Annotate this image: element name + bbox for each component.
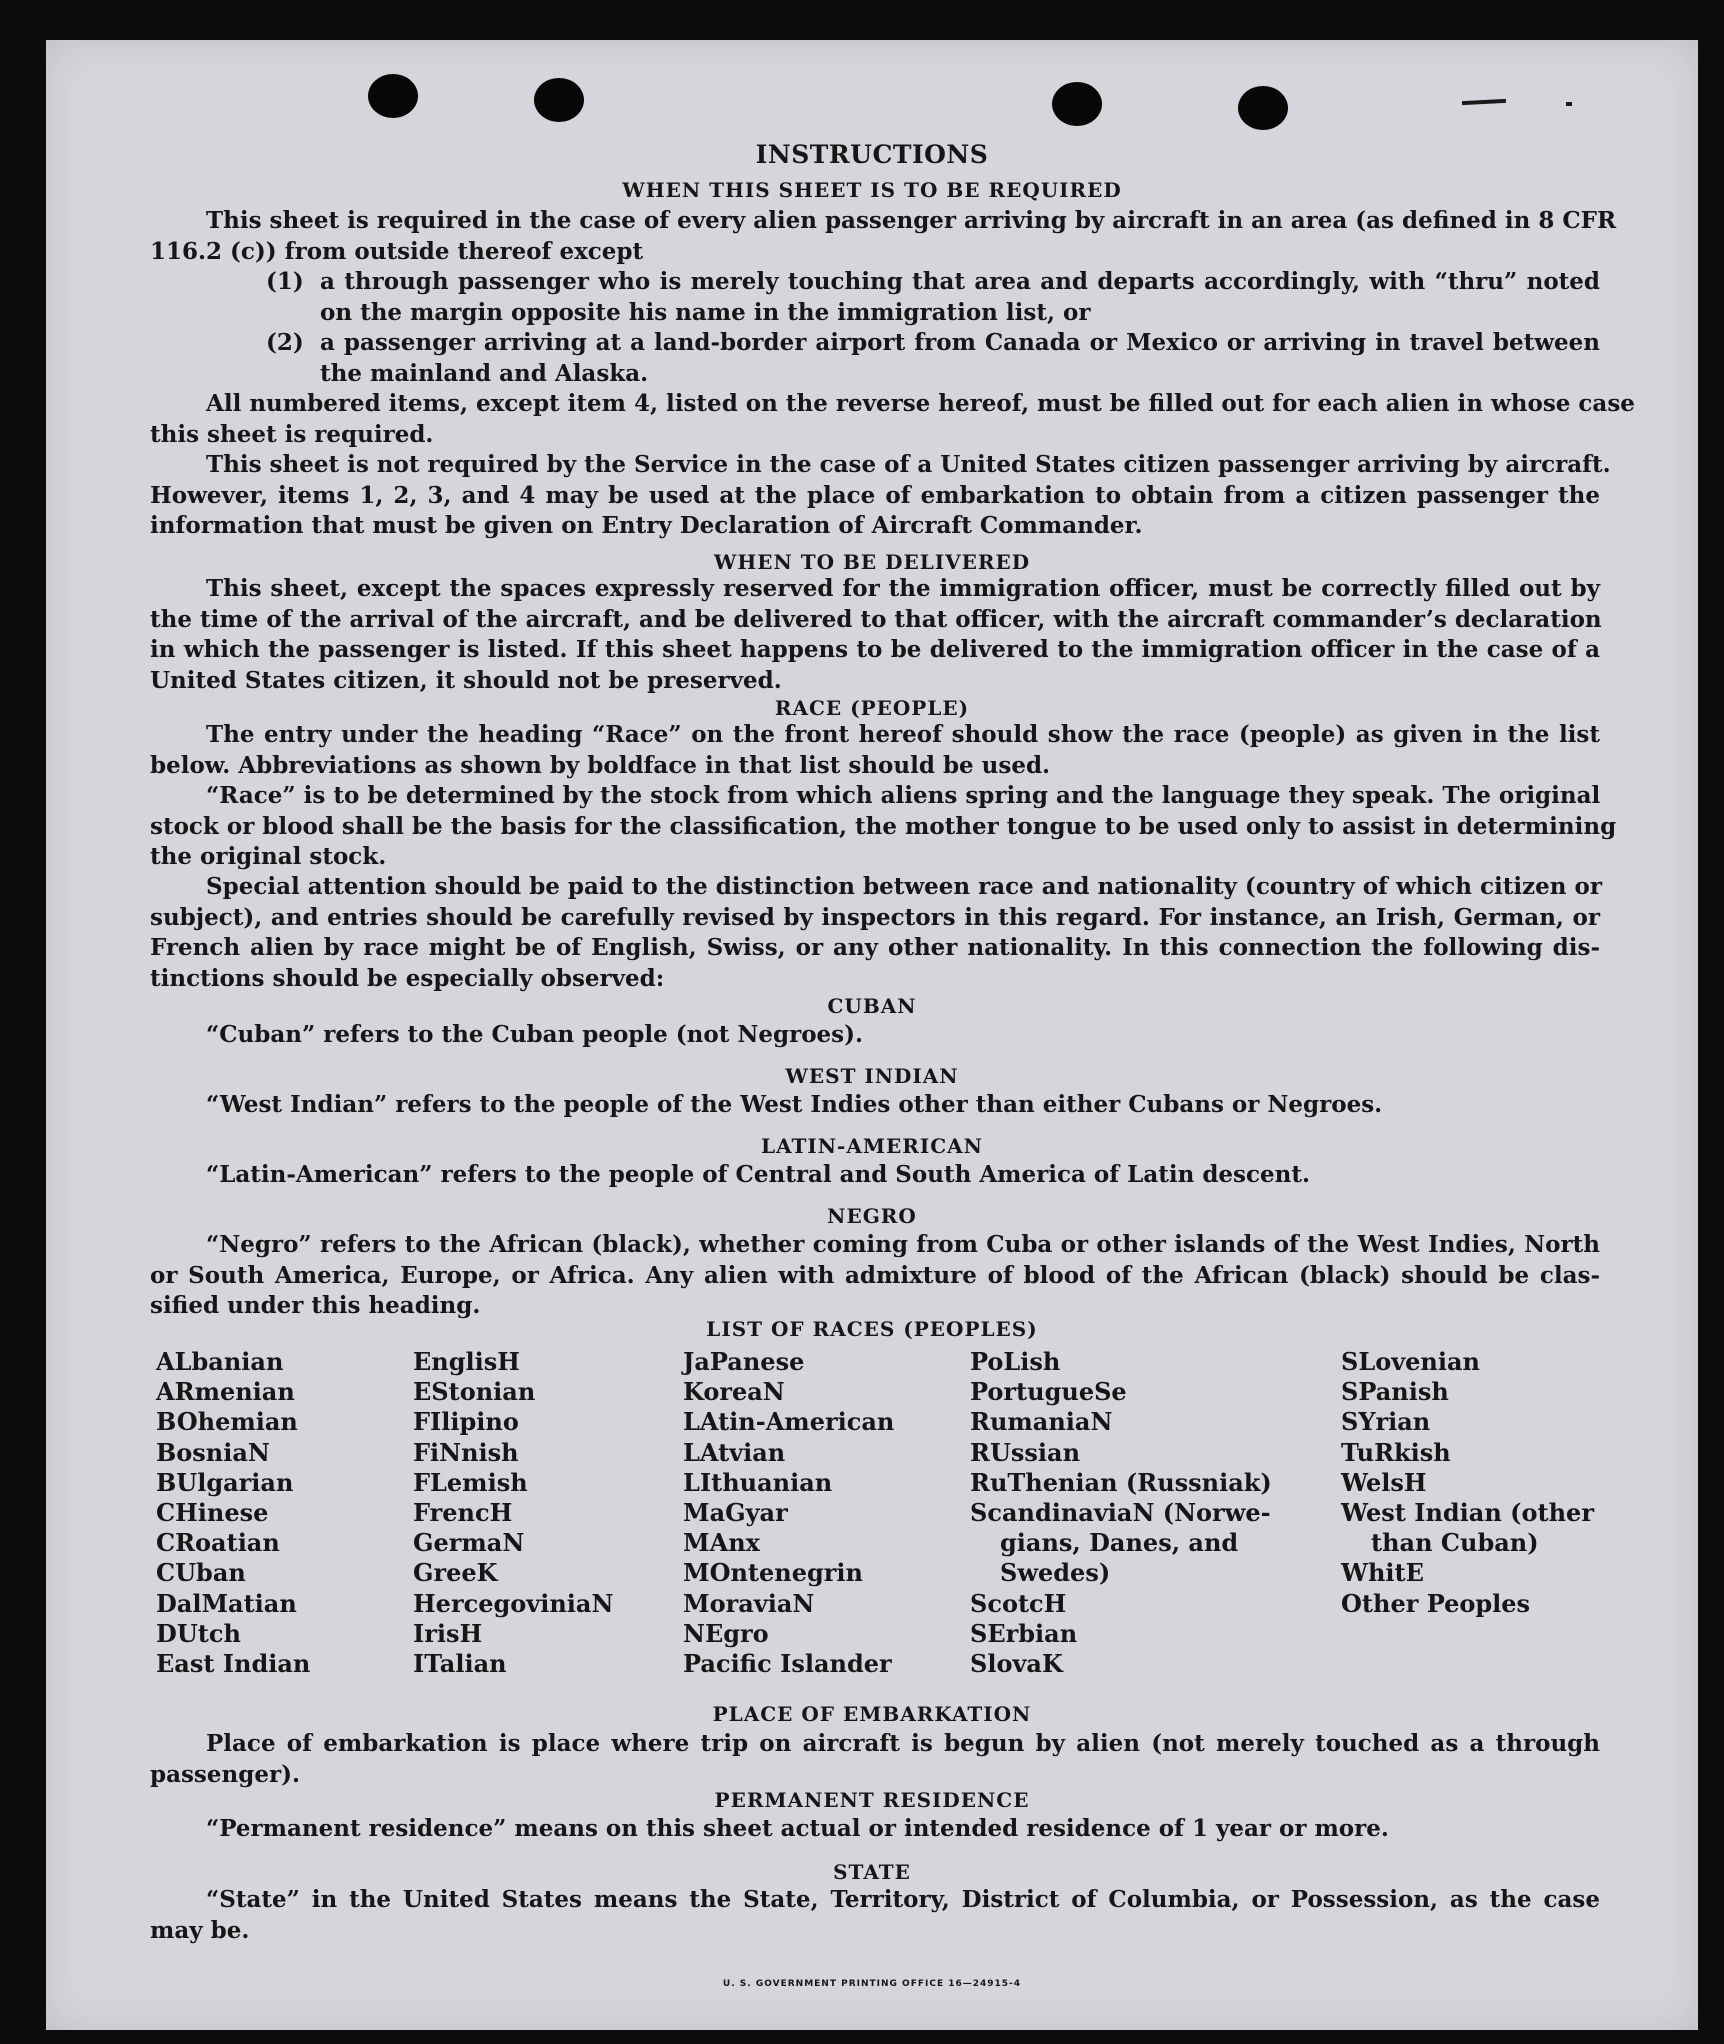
list-item: MoraviaN [683, 1588, 815, 1618]
list-item: West Indian (other [1341, 1498, 1594, 1528]
cuban-definition: “Cuban” refers to the Cuban people (not Negroes). [206, 1021, 864, 1048]
latin-american-definition: “Latin-American” refers to the people of Central and South America of Latin descent. [206, 1161, 1310, 1188]
list-item: PortugueSe [970, 1377, 1127, 1407]
list-item: CUban [156, 1558, 246, 1588]
list-item: FIlipino [413, 1407, 519, 1437]
list-item: RumaniaN [970, 1407, 1113, 1437]
list-item: FLemish [413, 1467, 528, 1497]
list-item: LIthuanian [683, 1467, 833, 1497]
list-item: CHinese [156, 1498, 269, 1528]
list-item: SPanish [1341, 1377, 1449, 1407]
list-item: ARmenian [156, 1377, 295, 1407]
list-item: DUtch [156, 1618, 241, 1648]
numbered-items-paragraph: All numbered items, except item 4, listed on the reverse hereof, must be filled out for each alien in whose case this sheet is required. [150, 390, 1635, 448]
list-item: EnglisH [413, 1347, 520, 1376]
race-determined-paragraph: “Race” is to be determined by the stock from which aliens spring and the language they speak. The original stock or blood shall be the basis for the classification, the mother tongue to be used only to assist in determining the original stock. [150, 782, 1617, 870]
list-item: BUlgarian [156, 1467, 294, 1497]
list-item: GreeK [413, 1558, 498, 1588]
list-item: Other Peoples [1341, 1588, 1531, 1618]
list-item: JaPanese [683, 1347, 805, 1376]
list-item: BOhemian [156, 1407, 298, 1437]
list-item: SErbian [970, 1618, 1078, 1648]
list-item: MOntenegrin [683, 1558, 863, 1588]
heading-when-delivered: WHEN TO BE DELIVERED [713, 550, 1031, 574]
list-item: SlovaK [970, 1649, 1063, 1679]
list-item: NEgro [683, 1618, 769, 1648]
heading-place-of-embarkation: PLACE OF EMBARKATION [712, 1702, 1032, 1726]
punch-hole [1052, 82, 1102, 126]
race-list-column-1 [156, 1347, 310, 1679]
pen-mark [1462, 99, 1506, 105]
race-distinction-paragraph: Special attention should be paid to the distinction between race and nationality (country of which citizen or subject), and entries should be carefully revised by inspectors in this regard. For instance, an Irish, German, or French alien by race might be of English, Swiss, or any other nationality. In this connection the following dis- tinctions should be especially observed: [150, 873, 1602, 992]
heading-permanent-residence: PERMANENT RESIDENCE [714, 1788, 1030, 1812]
punch-hole [534, 78, 584, 122]
heading-negro: NEGRO [827, 1204, 917, 1228]
west-indian-definition: “West Indian” refers to the people of the West Indies other than either Cubans or Negroes. [206, 1091, 1383, 1118]
race-entry-paragraph: The entry under the heading “Race” on the front hereof should show the race (people) as given in the list below. Abbreviations as shown by boldface in that list should be used. [150, 721, 1600, 779]
list-item: LAtin-American [683, 1407, 895, 1437]
list-item: LAtvian [683, 1437, 786, 1467]
list-item: TuRkish [1341, 1437, 1451, 1467]
punch-hole [1238, 86, 1288, 130]
punch-hole [368, 74, 418, 118]
list-item: ALbanian [156, 1347, 284, 1376]
list-item: WelsH [1341, 1467, 1427, 1497]
negro-definition: “Negro” refers to the African (black), whether coming from Cuba or other islands of the West Indies, North or South America, Europe, or Africa. Any alien with admixture of blood of the African (black) should be clas- sified under this heading. [150, 1231, 1600, 1319]
embarkation-paragraph: Place of embarkation is place where trip on aircraft is begun by alien (not merely touched as a through passenger). [150, 1730, 1600, 1788]
printer-imprint: U. S. GOVERNMENT PRINTING OFFICE 16—24915-4 [722, 1979, 1022, 1989]
list-item: SYrian [1341, 1407, 1431, 1437]
list-item: PoLish [970, 1347, 1061, 1376]
list-item: HercegoviniaN [413, 1588, 614, 1618]
list-item: BosniaN [156, 1437, 270, 1467]
race-list-column-2 [413, 1347, 613, 1679]
list-item: East Indian [156, 1649, 311, 1679]
list-item: DalMatian [156, 1588, 297, 1618]
heading-list-of-races: LIST OF RACES (PEOPLES) [706, 1317, 1038, 1341]
list-item: RuThenian (Russniak) [970, 1467, 1272, 1497]
list-item: ScandinaviaN (Norwe- [970, 1498, 1271, 1528]
race-list-column-4 [970, 1347, 1272, 1679]
race-list-column-5 [1341, 1347, 1594, 1619]
heading-race: RACE (PEOPLE) [774, 696, 970, 720]
heading-latin-american: LATIN-AMERICAN [761, 1134, 983, 1158]
instruction-sheet: INSTRUCTIONS WHEN THIS SHEET IS TO BE REQUIRED This sheet is required in the case of every alien passenger arriving by aircraft in an area (as defined in 8 CFR 116.2 (c)) from outside thereof except (1) a through passenger who is merely touching that area and departs accordingly, with “thru” noted on the margin opposite his name in the immigration list, or (2) a passenger arriving at a land-border airport from Canada or Mexico or arriving in travel between the mainland and Alaska. All numbered items, except item 4, listed on the reverse hereof, must be filled out for each alien in whose case this sheet is required. This sheet is not required by the Service in the case of a United States citizen passenger arriving by aircraft. However, items 1, 2, 3, and 4 may be used at the place of embarkation to obtain from a citizen passenger the information that must be given on Entry Declaration of Aircraft Commander. WHEN TO BE DELIVERED This sheet, except the spaces expressly reserved for the immigration officer, must be correctly filled out by the time of the arrival of the aircraft, and be delivered to that officer, with the aircraft commander’s declaration in which the passenger is listed. If this sheet happens to be delivered to the immigration officer in the case of a United States citizen, it should not be preserved. RACE (PEOPLE) The entry under the heading “Race” on the front hereof should show the race (people) as given in the list below. Abbreviations as shown by boldface in that list should be used. “Race” is to be determined by the stock from which aliens spring and the language they speak. The original stock or blood shall be the basis for the classification, the mother tongue to be used only to assist in determining the original stock. Special attention should be paid to the distinction between race and nationality (country of which citizen or subject), and entries should be carefully revised by inspectors in this regard. For instance, an Irish, German, or French alien by race might be of English, Swiss, or any other nationality. In this connection the following dis- tinctions should be especially observed: CUBAN “Cuban” refers to the Cuban people (not Negroes). WEST INDIAN “West Indian” refers to the people of the West Indies other than either Cubans or Negroes. LATIN-AMERICAN “Latin-American” refers to the people of Central and South America of Latin descent. NEGRO “Negro” refers to the African (black), whether coming from Cuba or other islands of the West Indies, North or South America, Europe, or Africa. Any alien with admixture of blood of the African (black) should be clas- sified under this heading. LIST OF RACES (PEOPLES) ALbanian ARmenian BOhemian BosniaN BUlgarian CHinese CRoatian CUban DalMatian DUtch East Indian EnglisH EStonian FIlipino FiNnish FLemish FrencH GermaN GreeK HercegoviniaN IrisH ITalian JaPanese KoreaN LAtin-American LAtvian LIthuanian MaGyar MAnx MOntenegrin MoraviaN NEgro Pacific Islander PoLish PortugueSe RumaniaN RUssian RuThenian (Russniak) ScandinaviaN (Norwe- gians, Danes, and Swedes) ScotcH SErbian SlovaK SLovenian SPanish SYrian TuRkish WelsH West Indian (other than Cuban) WhitE Other Peoples PLACE OF EMBARKATION Place of embarkation is place where trip on aircraft is begun by alien (not merely touched as a through passenger). PERMANENT RESIDENCE “Permanent residence” means on this sheet actual or intended residence of 1 year or more. STATE “State” in the United States means the State, Territory, District of Columbia, or Possession, as the case may be. U. S. GOVERNMENT PRINTING OFFICE 16—24915-4 [46, 40, 1698, 2030]
state-definition: “State” in the United States means the State, Territory, District of Columbia, or Possession, as the case may be. [150, 1886, 1600, 1944]
heading-cuban: CUBAN [827, 994, 917, 1018]
list-item: RUssian [970, 1437, 1081, 1467]
list-item: EStonian [413, 1377, 536, 1407]
heading-when-required: WHEN THIS SHEET IS TO BE REQUIRED [622, 178, 1122, 202]
list-item: Pacific Islander [683, 1649, 892, 1679]
list-item: SLovenian [1341, 1347, 1480, 1376]
list-item: MAnx [683, 1528, 760, 1558]
page-title: INSTRUCTIONS [755, 140, 989, 169]
list-item: IrisH [413, 1618, 483, 1648]
list-item: than Cuban) [1371, 1528, 1539, 1558]
list-item: Swedes) [1000, 1558, 1111, 1588]
list-item: ITalian [413, 1649, 507, 1679]
heading-state: STATE [833, 1860, 911, 1884]
delivered-paragraph: This sheet, except the spaces expressly reserved for the immigration officer, must be correctly filled out by the time of the arrival of the aircraft, and be delivered to that officer, with the aircraft commander’s declaration in which the passenger is listed. If this sheet happens to be delivered to the immigration officer in the case of a United States citizen, it should not be preserved. [150, 575, 1602, 694]
list-item: FiNnish [413, 1437, 519, 1467]
pen-mark [1566, 102, 1572, 106]
list-item: FrencH [413, 1498, 513, 1528]
permanent-residence-definition: “Permanent residence” means on this sheet actual or intended residence of 1 year or more. [206, 1815, 1389, 1842]
list-item: MaGyar [683, 1498, 788, 1528]
list-item: WhitE [1341, 1558, 1424, 1588]
list-item: KoreaN [683, 1377, 785, 1407]
required-intro: This sheet is required in the case of every alien passenger arriving by aircraft in an area (as defined in 8 CFR 116.2 (c)) from outside thereof except [150, 207, 1617, 265]
citizen-paragraph: This sheet is not required by the Service in the case of a United States citizen passenger arriving by aircraft. However, items 1, 2, 3, and 4 may be used at the place of embarkation to obtain from a citizen passenger the information that must be given on Entry Declaration of Aircraft Commander. [150, 451, 1611, 539]
list-item: gians, Danes, and [1000, 1528, 1239, 1558]
heading-west-indian: WEST INDIAN [785, 1064, 959, 1088]
list-item: GermaN [413, 1528, 525, 1558]
list-item: ScotcH [970, 1588, 1067, 1618]
list-item: CRoatian [156, 1528, 280, 1558]
race-list-column-3 [683, 1347, 894, 1679]
